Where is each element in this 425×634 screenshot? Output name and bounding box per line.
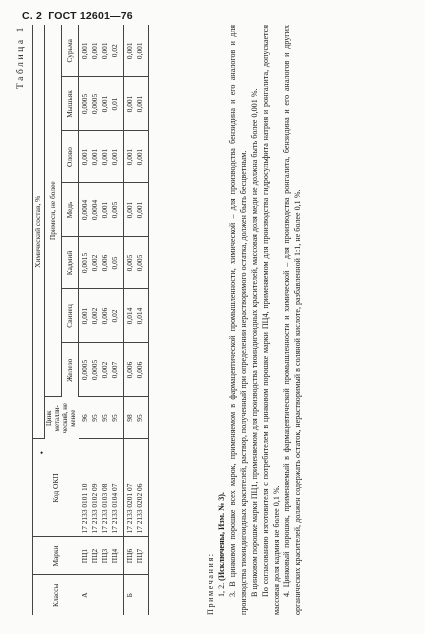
impurity-cell-value: 0,001 [90,148,100,166]
impurity-cell-value: 0,0005 [90,359,100,381]
header-zinc: Цинк металли-ческий, не менее [45,403,77,434]
okp-code-cell [124,439,149,537]
impurity-cell [79,183,124,237]
composition-table [32,25,149,615]
impurity-cell-value: 0,001 [80,307,90,325]
impurity-cell-value: 0,001 [135,42,145,60]
impurity-cell [79,289,124,343]
marks-cell [124,537,149,575]
impurity-cell-value: 0,001 [125,42,135,60]
impurity-cell [79,25,124,77]
zinc-cell [79,397,124,439]
margin-mark: • [40,448,44,458]
impurity-cell [79,343,124,397]
impurity-cell-value: 0,0004 [80,199,90,221]
impurity-cell-value: 0,05 [110,256,120,270]
impurity-cell-value: 0,002 [90,307,100,325]
header-impurity: Олово [62,131,79,183]
notes [206,25,304,615]
impurity-cell-value: 0,001 [90,42,100,60]
header-impurity: Сурьма [62,25,79,77]
impurity-cell-value: 0,001 [125,148,135,166]
impurity-cell-value: 0,001 [80,42,90,60]
header-classes: Классы [33,575,79,615]
impurity-cell-value: 0,0004 [90,199,100,221]
zinc-cell-value: 98 [125,414,135,422]
impurity-cell-value: 0,005 [125,254,135,272]
standard-code: ГОСТ 12601—76 [48,10,133,22]
impurity-cell-value: 0,001 [100,42,110,60]
impurity-cell-value: 0,001 [125,95,135,113]
impurity-cell [124,131,149,183]
header-impurity: Мышьяк [62,77,79,131]
impurity-cell-value: 0,005 [135,254,145,272]
impurity-cell-value: 0,002 [100,361,110,379]
impurity-cell-value: 0,02 [110,309,120,323]
impurity-cell-value: 0,0015 [80,252,90,274]
okp-code-cell-value: 17 2133 0101 10 [79,483,89,534]
marks-cell-value: ПЦ4 [109,548,119,564]
impurity-cell-value: 0,001 [135,201,145,219]
impurity-cell [79,77,124,131]
impurity-cell [124,183,149,237]
page-number: С. 2 [22,10,43,22]
header-impurity: Медь [62,183,79,237]
marks-cell [79,537,124,575]
impurity-cell-value: 0,0005 [80,93,90,115]
note-3: 3. В цинковом порошке всех марок, применяемом в фармацевтической промышленности, химической – для производства бензидина и его аналогов и для производства тиоиндигоидных красителей, раствор, полученный при определении нерастворимого остатка, должен быть бесцветным. [227,25,248,615]
zinc-cell [124,397,149,439]
impurity-cell-value: 0,001 [135,95,145,113]
table-row [79,25,124,615]
class-cell: А [79,592,89,598]
impurity-cell [124,343,149,397]
impurity-cell-value: 0,014 [125,307,135,325]
class-cell: Б [124,575,149,615]
note-3c: По согласованию изготовителя с потребителем в цинковом порошке марки ПЦ4, применяемом для производства гидросульфита натрия и ронгалита, допускается массовая доля кадмия не более 0,1 %. [260,25,281,615]
table-row [124,25,149,615]
marks-cell-value: ПЦ3 [99,548,109,564]
impurity-cell-value: 0,001 [100,95,110,113]
marks-cell-value: ПЦ6 [125,548,135,564]
note-3b: В цинковом порошке марки ПЦ1, применяемом для производства тиоиндигоидных красителей, массовая доля меди не должна быть более 0,001 %. [249,88,259,597]
header-impurity: Железо [62,343,79,397]
okp-code-cell-value: 17 2133 0102 09 [89,483,99,534]
header-chemical-composition: Химический состав, % [33,25,45,439]
zinc-cell-value: 96 [79,414,89,422]
impurity-cell-value: 0,001 [135,148,145,166]
okp-code-cell-value: 17 2133 0103 08 [99,483,109,534]
impurity-cell-value: 0,001 [80,148,90,166]
zinc-cell-value: 95 [89,414,99,422]
impurity-cell-value: 0,02 [110,44,120,58]
marks-cell-value: ПЦ7 [135,548,145,564]
note-1-2 [217,25,228,615]
impurity-cell [124,25,149,77]
impurity-cell [124,289,149,343]
header-impurity: Кадмий [62,237,79,289]
zinc-cell-value: 95 [135,414,145,422]
okp-code-cell-value: 17 2133 0201 07 [125,483,135,534]
impurity-cell [124,77,149,131]
impurity-cell-value: 0,001 [125,201,135,219]
impurity-cell-value: 0,01 [110,97,120,111]
header-impurity: Свинец [62,289,79,343]
impurity-cell [79,237,124,289]
rotated-content [16,25,391,615]
impurity-cell-value: 0,014 [135,307,145,325]
header-impurities: Примеси, не более [44,25,61,397]
impurity-cell-value: 0,007 [110,361,120,379]
marks-cell-value: ПЦ1 [79,548,89,564]
impurity-cell-value: 0,001 [110,148,120,166]
okp-code-cell [79,439,124,537]
impurity-cell-value: 0,001 [100,148,110,166]
page-header [22,10,136,22]
impurity-cell-value: 0,002 [90,254,100,272]
zinc-cell-value: 95 [109,414,119,422]
impurity-cell-value: 0,0005 [90,93,100,115]
impurity-cell-value: 0,001 [100,201,110,219]
impurity-cell-value: 0,006 [100,254,110,272]
zinc-cell-value: 95 [99,414,109,422]
header-marks: Марки [33,537,79,575]
notes-title: Примечания: [206,552,215,615]
impurity-cell [79,131,124,183]
table-caption: Таблица 1 [16,25,26,90]
table-body [79,25,149,615]
header-okp-code: Код ОКП [33,439,79,537]
okp-code-cell-value: 17 2133 0202 06 [135,483,145,534]
impurity-cell [124,237,149,289]
okp-code-cell-value: 17 2133 0104 07 [109,483,119,534]
note-1-2-number: 1, 2. [216,580,226,597]
impurity-cell-value: 0,006 [135,361,145,379]
impurity-cell-value: 0,0005 [80,359,90,381]
note-1-2-text: (Исключены, Изм. № 3). [216,492,226,581]
marks-cell-value: ПЦ2 [89,548,99,564]
impurity-cell-value: 0,006 [125,361,135,379]
impurity-cell-value: 0,005 [110,201,120,219]
impurity-cell-value: 0,006 [100,307,110,325]
note-4: 4. Цинковый порошок, применяемый в фармацевтической промышленности и химической – для производства ронгалита, бензидина и его аналогов и других органических красителей, должен содержать остаток, нерастворимый в соляной кислоте, разбавленной 1:1, не более 0,1 %. [282,25,303,615]
